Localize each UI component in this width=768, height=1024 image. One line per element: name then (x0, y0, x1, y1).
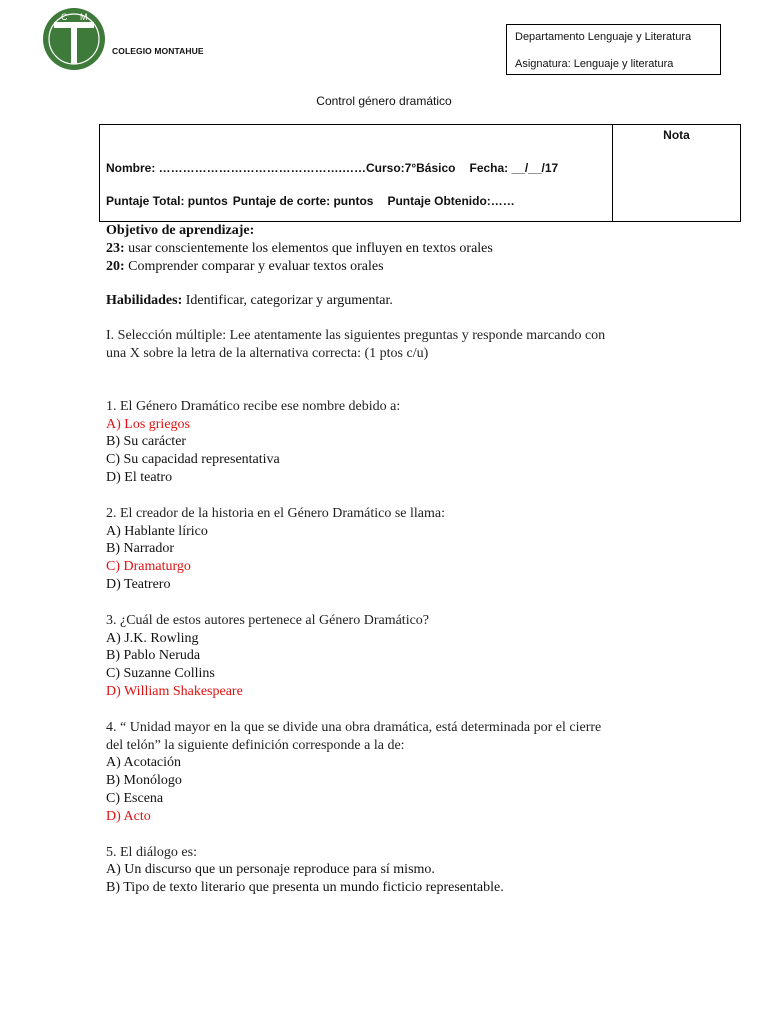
question-block (106, 505, 666, 594)
objective-item: 20: Comprender comparar y evaluar textos orales (106, 258, 384, 274)
document-body (106, 222, 666, 897)
department-box (506, 24, 721, 75)
answer-option[interactable]: A) Acotación (106, 755, 182, 771)
answer-option[interactable]: C) Escena (106, 790, 164, 806)
objective-item: 23: usar conscientemente los elementos que influyen en textos orales (106, 240, 493, 256)
logo-letter-m: M (80, 12, 88, 22)
answer-option[interactable]: B) Pablo Neruda (106, 648, 201, 664)
answer-option[interactable]: A) Un discurso que un personaje reproduce para sí mismo. (106, 862, 435, 878)
school-logo (42, 6, 106, 72)
answer-option[interactable]: D) El teatro (106, 469, 173, 485)
score-info-row (106, 194, 515, 208)
correct-answer-option[interactable]: A) Los griegos (106, 416, 190, 432)
answer-option[interactable]: B) Narrador (106, 541, 175, 557)
question-text: 4. “ Unidad mayor en la que se divide una obra dramática, está determinada por el cierre (106, 719, 602, 735)
instructions-line: una X sobre la letra de la alternativa correcta: (1 ptos c/u) (106, 345, 429, 361)
cross-emblem-icon (42, 6, 106, 72)
question-block (106, 719, 666, 826)
question-block (106, 612, 666, 701)
answer-option[interactable]: B) Su carácter (106, 434, 187, 450)
answer-option[interactable]: A) Hablante lírico (106, 523, 208, 539)
fecha-field[interactable]: Fecha: __/__/17 (469, 161, 559, 175)
answer-option[interactable]: D) Teatrero (106, 576, 171, 592)
nombre-field[interactable]: Nombre: ……………………………………….……Curso:7°Básico (106, 161, 456, 175)
question-text: 3. ¿Cuál de estos autores pertenece al Género Dramático? (106, 612, 430, 628)
correct-answer-option[interactable]: D) William Shakespeare (106, 683, 243, 699)
student-info-row (106, 161, 558, 175)
school-name: COLEGIO MONTAHUE (112, 46, 204, 56)
objectives-heading: Objetivo de aprendizaje: (106, 223, 255, 238)
info-table (99, 124, 741, 222)
page-title: Control género dramático (316, 94, 452, 108)
nota-label: Nota (663, 128, 690, 142)
answer-option[interactable]: C) Su capacidad representativa (106, 452, 280, 468)
question-text: 2. El creador de la historia en el Género Dramático se llama: (106, 505, 445, 521)
subject-label: Asignatura: Lenguaje y literatura (515, 58, 674, 70)
correct-answer-option[interactable]: C) Dramaturgo (106, 559, 191, 575)
question-block (106, 844, 666, 897)
correct-answer-option[interactable]: D) Acto (106, 808, 151, 824)
answer-option[interactable]: B) Tipo de texto literario que presenta un mundo ficticio representable. (106, 880, 504, 896)
question-text: del telón” la siguiente definición corresponde a la de: (106, 737, 405, 753)
logo-letter-c: C (61, 12, 68, 22)
department-label: Departamento Lenguaje y Literatura (515, 31, 692, 43)
question-block (106, 398, 666, 487)
skills-line: Habilidades: Identificar, categorizar y argumentar. (106, 293, 393, 309)
puntaje-corte: Puntaje de corte: puntos (232, 194, 374, 208)
question-list (106, 398, 666, 897)
answer-option[interactable]: C) Suzanne Collins (106, 666, 215, 682)
question-text: 5. El diálogo es: (106, 844, 197, 860)
puntaje-obtenido: Puntaje Obtenido:…… (387, 194, 515, 208)
puntaje-total: Puntaje Total: puntos (106, 194, 228, 208)
instructions-line: I. Selección múltiple: Lee atentamente las siguientes preguntas y responde marcando con (106, 328, 606, 344)
answer-option[interactable]: A) J.K. Rowling (106, 630, 199, 646)
answer-option[interactable]: B) Monólogo (106, 773, 182, 789)
question-text: 1. El Género Dramático recibe ese nombre debido a: (106, 398, 401, 414)
